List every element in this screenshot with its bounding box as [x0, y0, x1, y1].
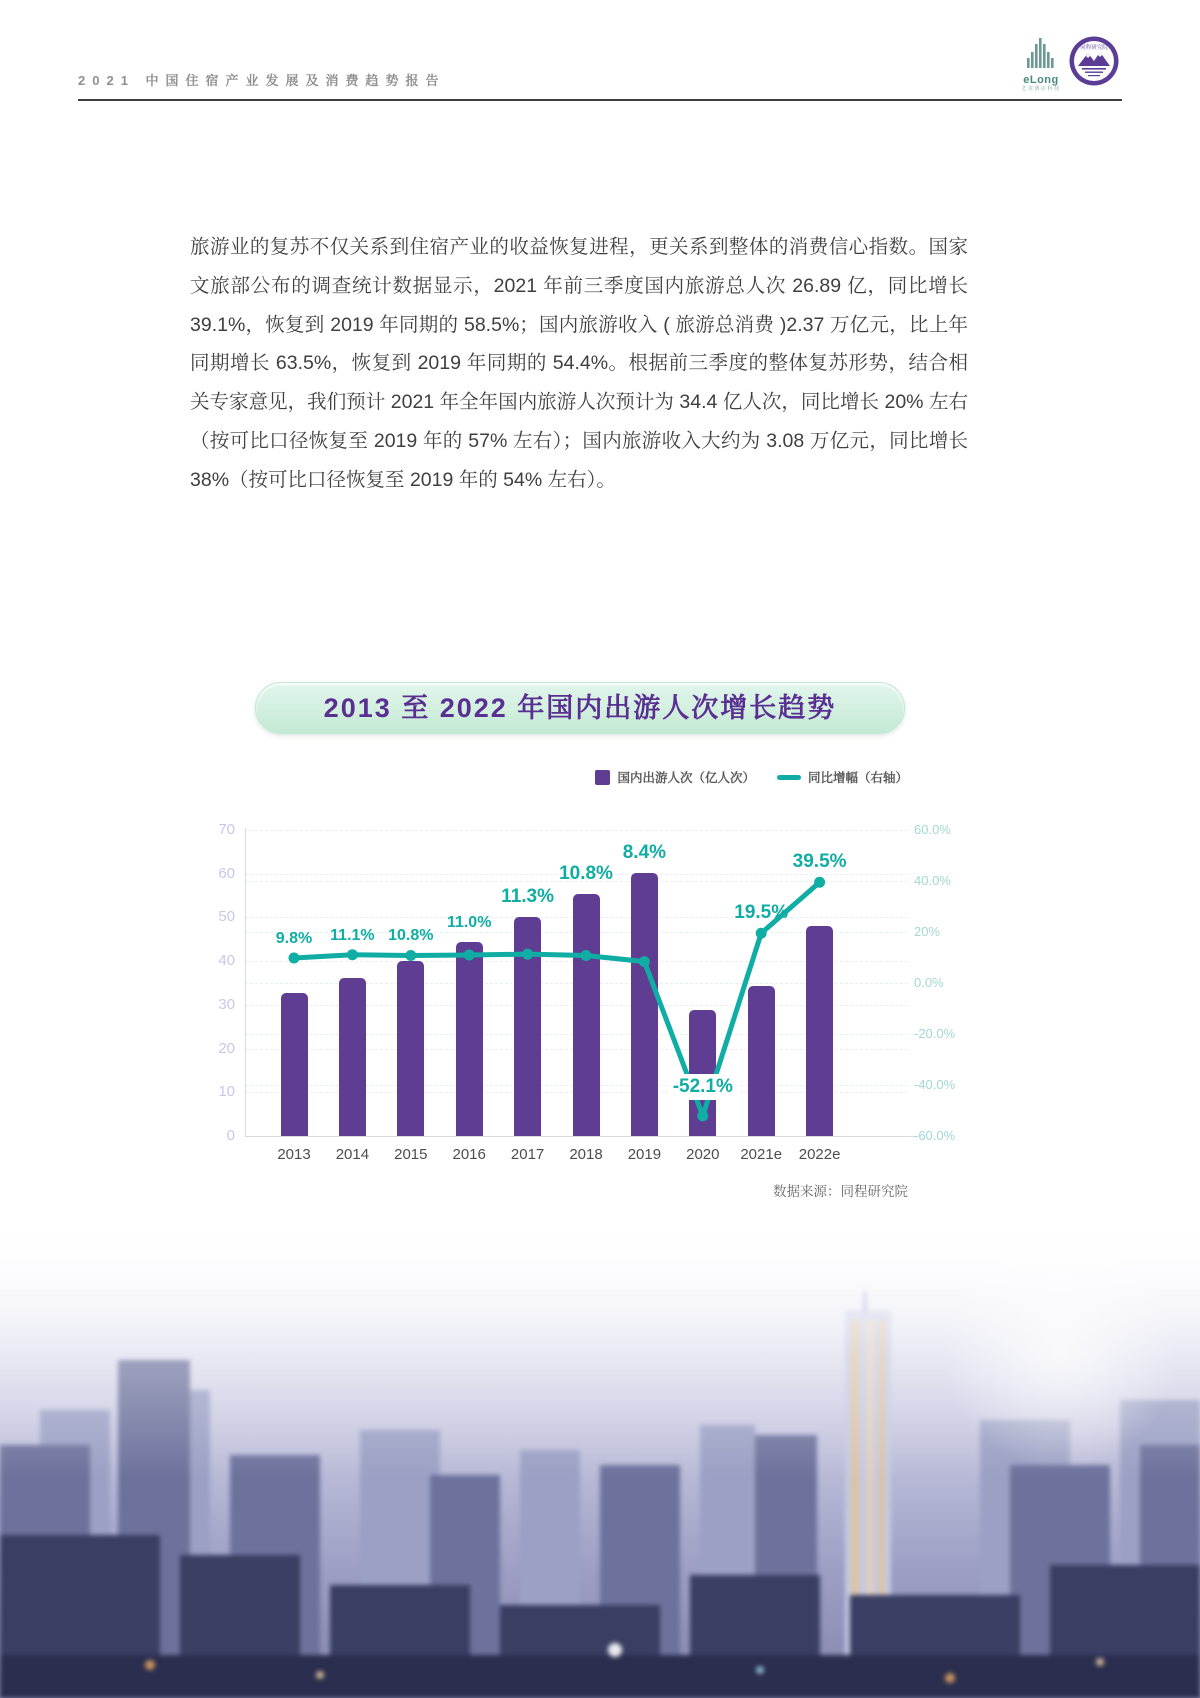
line-point: [814, 877, 825, 888]
y-axis-tick-label: 50: [218, 908, 235, 926]
legend-item-line: [777, 768, 908, 786]
line-point: [405, 950, 416, 961]
right-axis-tick-label: -40.0%: [914, 1077, 956, 1092]
y-axis-tick-label: 60: [218, 864, 235, 882]
line-data-label: 8.4%: [622, 842, 667, 864]
line-data-label: 11.3%: [501, 886, 555, 908]
bar-series-label: 国内出游人次（亿人次）: [617, 771, 755, 785]
header-divider: [78, 99, 1122, 101]
bar-series-swatch-icon: [595, 770, 610, 785]
x-axis-label: 2021e: [740, 1146, 783, 1163]
y-axis-tick-label: 40: [218, 952, 235, 970]
y-axis-tick-label: 30: [218, 995, 235, 1013]
right-axis-tick-label: -60.0%: [914, 1128, 956, 1143]
y-axis-tick-label: 10: [218, 1083, 235, 1101]
line-data-label: -52.1%: [668, 1074, 738, 1100]
line-data-label: 19.5%: [734, 902, 789, 924]
legend-item-bar: [595, 768, 755, 786]
line-data-label: 10.8%: [388, 927, 434, 945]
line-point: [581, 950, 592, 961]
x-axis-label: 2020: [686, 1146, 720, 1163]
line-point: [289, 953, 300, 964]
badge-mountain-icon: [1068, 35, 1120, 87]
elong-building-icon: [1021, 36, 1061, 70]
right-axis-tick-label: 20%: [914, 924, 941, 939]
x-axis-label: 2022e: [798, 1146, 841, 1163]
elong-logo-subtext: 艺龙酒店科技: [1021, 86, 1061, 92]
elong-logo: [1015, 36, 1067, 93]
line-data-label: 39.5%: [792, 851, 847, 873]
chart-legend: [595, 768, 908, 786]
x-axis-label: 2014: [335, 1146, 370, 1163]
x-axis-label: 2016: [452, 1146, 486, 1163]
chart-title: 2013 至 2022 年国内出游人次增长趋势: [255, 682, 905, 734]
badge-text: 同程研究院: [1080, 45, 1108, 51]
x-axis-label: 2013: [277, 1146, 311, 1163]
line-series-swatch-icon: [777, 775, 801, 780]
right-axis-tick-label: 40.0%: [914, 873, 951, 888]
white-fade-overlay: [0, 1210, 1200, 1698]
line-point: [522, 949, 533, 960]
x-axis-label: 2018: [569, 1146, 603, 1163]
line-point: [697, 1110, 708, 1121]
line-point: [639, 956, 650, 967]
right-axis-tick-label: 60.0%: [914, 822, 951, 837]
elong-logo-text: eLong: [1023, 74, 1059, 86]
body-paragraph: 旅游业的复苏不仅关系到住宿产业的收益恢复进程，更关系到整体的消费信心指数。国家文旅部公布的调查统计数据显示，2021 年前三季度国内旅游总人次 26.89 亿，同比增长 39.1%，恢复到 2019 年同期的 58.5%；国内旅游收入 ( 旅游总消费 )2.37 万亿元，比上年同期增长 63.5%，恢复到 2019 年同期的 54.4%。根据前三季度的整体复苏形势，结合相关专家意见，我们预计 2021 年全年国内旅游人次预计为 34.4 亿人次，同比增长 20% 左右（按可比口径恢复至 2019 年的 57% 左右）；国内旅游收入大约为 3.08 万亿元，同比增长 38%（按可比口径恢复至 2019 年的 54% 左右）。: [190, 236, 968, 491]
right-axis-tick-label: 0.0%: [914, 975, 944, 990]
line-data-label: 10.8%: [559, 862, 613, 884]
y-axis-tick-label: 20: [218, 1039, 235, 1057]
line-series-label: 同比增幅（右轴）: [807, 771, 908, 785]
right-axis-tick-label: -20.0%: [914, 1026, 956, 1041]
line-point: [756, 928, 767, 939]
line-data-label: 11.0%: [446, 913, 492, 931]
line-point: [347, 949, 358, 960]
y-axis-tick-label: 70: [218, 821, 235, 838]
y-axis-tick-label: 0: [226, 1127, 235, 1144]
line-data-label: 11.1%: [330, 926, 375, 944]
x-axis-label: 2019: [627, 1146, 662, 1163]
cityscape-image: [0, 1210, 1200, 1698]
x-axis-label: 2015: [394, 1146, 428, 1163]
x-axis-label: 2017: [510, 1146, 545, 1163]
line-data-label: 9.8%: [275, 930, 313, 947]
research-institute-badge: [1068, 35, 1120, 87]
data-source: 数据来源：同程研究院: [773, 1184, 908, 1199]
line-point: [464, 949, 475, 960]
report-header-title: 2021 中国住宿产业发展及消费趋势报告: [78, 73, 446, 88]
